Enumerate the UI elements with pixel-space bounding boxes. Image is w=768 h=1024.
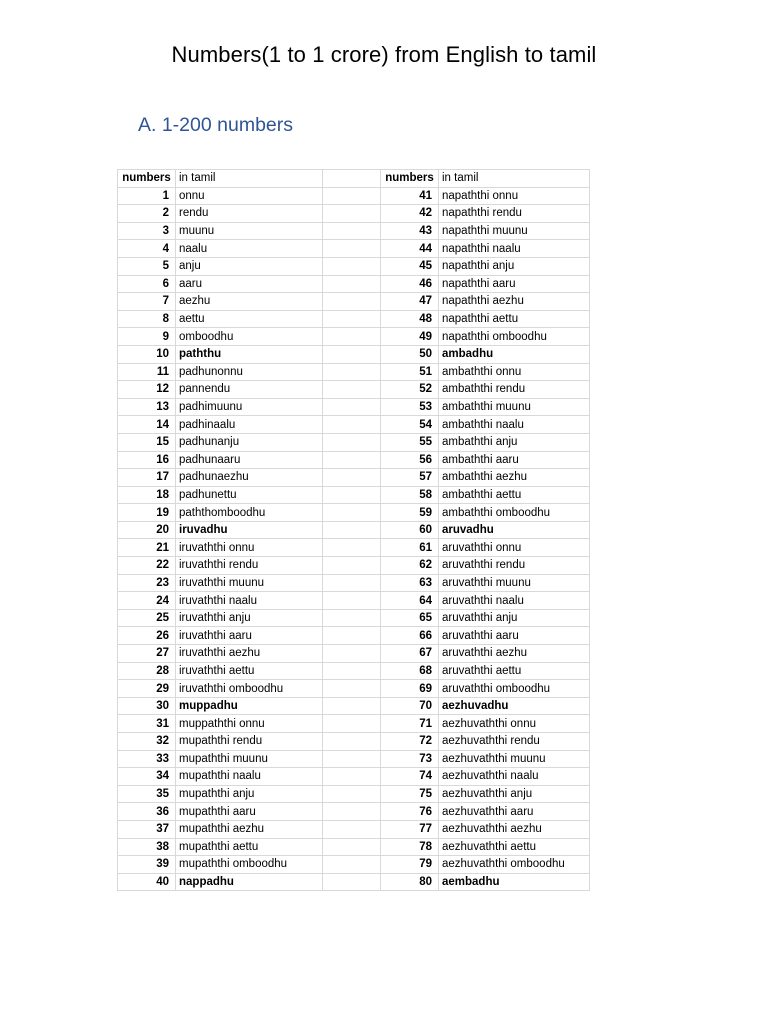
number-cell: 56 (381, 451, 439, 469)
tamil-word-cell: mupaththi anju (176, 785, 323, 803)
tamil-word-cell: napaththi rendu (439, 205, 590, 223)
tamil-word-cell: muppadhu (176, 697, 323, 715)
number-cell: 16 (118, 451, 176, 469)
column-spacer (323, 803, 381, 821)
number-cell: 24 (118, 592, 176, 610)
tamil-word-cell: ambaththi aezhu (439, 469, 590, 487)
table-row (118, 715, 590, 733)
number-cell: 11 (118, 363, 176, 381)
column-spacer (323, 539, 381, 557)
column-spacer (323, 381, 381, 399)
table-row (118, 768, 590, 786)
column-spacer (323, 820, 381, 838)
tamil-word-cell: napaththi muunu (439, 222, 590, 240)
tamil-word-cell: iruvaththi aezhu (176, 645, 323, 663)
number-cell: 75 (381, 785, 439, 803)
column-spacer (323, 504, 381, 522)
column-spacer (323, 733, 381, 751)
number-cell: 41 (381, 187, 439, 205)
tamil-word-cell: napaththi omboodhu (439, 328, 590, 346)
tamil-word-cell: aruvaththi onnu (439, 539, 590, 557)
tamil-word-cell: mupaththi naalu (176, 768, 323, 786)
column-spacer (323, 574, 381, 592)
number-cell: 42 (381, 205, 439, 223)
table-row (118, 504, 590, 522)
number-cell: 32 (118, 733, 176, 751)
tamil-word-cell: aruvaththi naalu (439, 592, 590, 610)
tamil-word-cell: iruvaththi rendu (176, 557, 323, 575)
tamil-word-cell: napaththi aettu (439, 310, 590, 328)
number-cell: 69 (381, 680, 439, 698)
table-row (118, 416, 590, 434)
tamil-word-cell: padhunonnu (176, 363, 323, 381)
column-spacer (323, 451, 381, 469)
table-row (118, 856, 590, 874)
tamil-word-cell: anju (176, 257, 323, 275)
number-cell: 57 (381, 469, 439, 487)
number-cell: 9 (118, 328, 176, 346)
number-cell: 10 (118, 345, 176, 363)
tamil-word-cell: iruvaththi aettu (176, 662, 323, 680)
number-cell: 36 (118, 803, 176, 821)
tamil-word-cell: iruvaththi muunu (176, 574, 323, 592)
tamil-word-cell: iruvaththi onnu (176, 539, 323, 557)
tamil-word-cell: napaththi aezhu (439, 293, 590, 311)
number-cell: 66 (381, 627, 439, 645)
number-cell: 21 (118, 539, 176, 557)
number-cell: 12 (118, 381, 176, 399)
tamil-word-cell: ambaththi onnu (439, 363, 590, 381)
tamil-word-cell: aezhuvaththi onnu (439, 715, 590, 733)
number-cell: 4 (118, 240, 176, 258)
column-spacer (323, 310, 381, 328)
column-spacer (323, 697, 381, 715)
table-row (118, 838, 590, 856)
tamil-word-cell: napaththi naalu (439, 240, 590, 258)
tamil-word-cell: aembadhu (439, 873, 590, 891)
table-row (118, 275, 590, 293)
number-cell: 65 (381, 609, 439, 627)
column-spacer (323, 293, 381, 311)
tamil-word-cell: padhunaezhu (176, 469, 323, 487)
table-row (118, 293, 590, 311)
number-cell: 7 (118, 293, 176, 311)
tamil-word-cell: aezhuvaththi muunu (439, 750, 590, 768)
tamil-word-cell: paththu (176, 345, 323, 363)
tamil-word-cell: aruvaththi aaru (439, 627, 590, 645)
table-row (118, 750, 590, 768)
column-spacer (323, 662, 381, 680)
column-spacer (323, 433, 381, 451)
number-cell: 28 (118, 662, 176, 680)
number-cell: 76 (381, 803, 439, 821)
number-cell: 48 (381, 310, 439, 328)
number-cell: 59 (381, 504, 439, 522)
tamil-word-cell: ambaththi aettu (439, 486, 590, 504)
header-numbers-right: numbers (381, 170, 439, 188)
column-spacer (323, 345, 381, 363)
table-row (118, 733, 590, 751)
tamil-word-cell: aruvaththi aezhu (439, 645, 590, 663)
table-row (118, 345, 590, 363)
number-cell: 35 (118, 785, 176, 803)
tamil-word-cell: aruvaththi muunu (439, 574, 590, 592)
table-row (118, 469, 590, 487)
column-spacer (323, 222, 381, 240)
number-cell: 46 (381, 275, 439, 293)
number-cell: 68 (381, 662, 439, 680)
header-in-tamil-left: in tamil (176, 170, 323, 188)
numbers-table-body (118, 170, 590, 891)
table-row (118, 240, 590, 258)
tamil-word-cell: naalu (176, 240, 323, 258)
tamil-word-cell: padhinaalu (176, 416, 323, 434)
number-cell: 73 (381, 750, 439, 768)
tamil-word-cell: pannendu (176, 381, 323, 399)
table-row (118, 803, 590, 821)
tamil-word-cell: rendu (176, 205, 323, 223)
number-cell: 5 (118, 257, 176, 275)
tamil-word-cell: ambaththi omboodhu (439, 504, 590, 522)
table-row (118, 697, 590, 715)
column-spacer (323, 240, 381, 258)
number-cell: 67 (381, 645, 439, 663)
tamil-word-cell: aezhuvaththi aettu (439, 838, 590, 856)
tamil-word-cell: aruvaththi omboodhu (439, 680, 590, 698)
table-row (118, 820, 590, 838)
tamil-word-cell: aezhu (176, 293, 323, 311)
document-title: Numbers(1 to 1 crore) from English to tamil (171, 42, 597, 67)
tamil-word-cell: nappadhu (176, 873, 323, 891)
table-row (118, 222, 590, 240)
number-cell: 13 (118, 398, 176, 416)
number-cell: 19 (118, 504, 176, 522)
tamil-word-cell: mupaththi aaru (176, 803, 323, 821)
number-cell: 72 (381, 733, 439, 751)
number-cell: 61 (381, 539, 439, 557)
column-spacer (323, 363, 381, 381)
number-cell: 29 (118, 680, 176, 698)
number-cell: 71 (381, 715, 439, 733)
table-row (118, 328, 590, 346)
tamil-word-cell: aruvaththi anju (439, 609, 590, 627)
number-cell: 31 (118, 715, 176, 733)
number-cell: 20 (118, 521, 176, 539)
table-row (118, 521, 590, 539)
table-row (118, 627, 590, 645)
tamil-word-cell: napaththi aaru (439, 275, 590, 293)
table-row (118, 662, 590, 680)
column-spacer (323, 592, 381, 610)
column-spacer (323, 557, 381, 575)
tamil-word-cell: aezhuvaththi rendu (439, 733, 590, 751)
number-cell: 54 (381, 416, 439, 434)
number-cell: 51 (381, 363, 439, 381)
number-cell: 60 (381, 521, 439, 539)
tamil-word-cell: iruvaththi aaru (176, 627, 323, 645)
number-cell: 26 (118, 627, 176, 645)
tamil-word-cell: mupaththi aezhu (176, 820, 323, 838)
tamil-word-cell: paththomboodhu (176, 504, 323, 522)
number-cell: 53 (381, 398, 439, 416)
tamil-word-cell: napaththi anju (439, 257, 590, 275)
number-cell: 34 (118, 768, 176, 786)
number-cell: 38 (118, 838, 176, 856)
number-cell: 77 (381, 820, 439, 838)
number-cell: 62 (381, 557, 439, 575)
number-cell: 30 (118, 697, 176, 715)
number-cell: 27 (118, 645, 176, 663)
number-cell: 49 (381, 328, 439, 346)
number-cell: 78 (381, 838, 439, 856)
tamil-word-cell: ambaththi muunu (439, 398, 590, 416)
tamil-word-cell: mupaththi rendu (176, 733, 323, 751)
number-cell: 15 (118, 433, 176, 451)
tamil-word-cell: iruvaththi anju (176, 609, 323, 627)
number-cell: 33 (118, 750, 176, 768)
tamil-word-cell: ambaththi naalu (439, 416, 590, 434)
column-spacer (323, 257, 381, 275)
tamil-word-cell: ambaththi rendu (439, 381, 590, 399)
column-spacer (323, 609, 381, 627)
header-in-tamil-right: in tamil (439, 170, 590, 188)
header-numbers-left: numbers (118, 170, 176, 188)
numbers-table (117, 169, 590, 891)
number-cell: 17 (118, 469, 176, 487)
number-cell: 18 (118, 486, 176, 504)
number-cell: 74 (381, 768, 439, 786)
tamil-word-cell: iruvadhu (176, 521, 323, 539)
column-spacer (323, 627, 381, 645)
table-row (118, 187, 590, 205)
number-cell: 25 (118, 609, 176, 627)
number-cell: 79 (381, 856, 439, 874)
column-spacer (323, 486, 381, 504)
column-spacer (323, 328, 381, 346)
table-row (118, 486, 590, 504)
number-cell: 44 (381, 240, 439, 258)
tamil-word-cell: aettu (176, 310, 323, 328)
tamil-word-cell: padhunanju (176, 433, 323, 451)
table-header-row (118, 170, 590, 188)
number-cell: 8 (118, 310, 176, 328)
table-row (118, 310, 590, 328)
column-spacer (323, 768, 381, 786)
tamil-word-cell: ambaththi aaru (439, 451, 590, 469)
column-spacer (323, 469, 381, 487)
number-cell: 47 (381, 293, 439, 311)
tamil-word-cell: padhimuunu (176, 398, 323, 416)
tamil-word-cell: aezhuvaththi aezhu (439, 820, 590, 838)
number-cell: 45 (381, 257, 439, 275)
tamil-word-cell: aruvaththi rendu (439, 557, 590, 575)
number-cell: 39 (118, 856, 176, 874)
number-cell: 22 (118, 557, 176, 575)
tamil-word-cell: iruvaththi omboodhu (176, 680, 323, 698)
table-row (118, 557, 590, 575)
column-spacer (323, 205, 381, 223)
tamil-word-cell: padhunaaru (176, 451, 323, 469)
number-cell: 40 (118, 873, 176, 891)
tamil-word-cell: iruvaththi naalu (176, 592, 323, 610)
tamil-word-cell: omboodhu (176, 328, 323, 346)
table-row (118, 645, 590, 663)
column-spacer (323, 645, 381, 663)
tamil-word-cell: muunu (176, 222, 323, 240)
column-spacer (323, 680, 381, 698)
tamil-word-cell: muppaththi onnu (176, 715, 323, 733)
table-row (118, 451, 590, 469)
number-cell: 23 (118, 574, 176, 592)
column-spacer (323, 715, 381, 733)
table-row (118, 381, 590, 399)
column-spacer (323, 275, 381, 293)
tamil-word-cell: aezhuvaththi aaru (439, 803, 590, 821)
column-spacer (323, 521, 381, 539)
number-cell: 52 (381, 381, 439, 399)
tamil-word-cell: mupaththi aettu (176, 838, 323, 856)
tamil-word-cell: napaththi onnu (439, 187, 590, 205)
table-row (118, 363, 590, 381)
column-spacer (323, 187, 381, 205)
column-spacer (323, 785, 381, 803)
table-row (118, 574, 590, 592)
number-cell: 2 (118, 205, 176, 223)
column-spacer (323, 398, 381, 416)
number-cell: 64 (381, 592, 439, 610)
column-spacer (323, 873, 381, 891)
table-row (118, 592, 590, 610)
table-row (118, 873, 590, 891)
table-row (118, 785, 590, 803)
table-row (118, 398, 590, 416)
tamil-word-cell: ambaththi anju (439, 433, 590, 451)
tamil-word-cell: aaru (176, 275, 323, 293)
table-row (118, 433, 590, 451)
table-row (118, 539, 590, 557)
number-cell: 58 (381, 486, 439, 504)
column-spacer (323, 838, 381, 856)
number-cell: 43 (381, 222, 439, 240)
tamil-word-cell: aezhuvadhu (439, 697, 590, 715)
number-cell: 55 (381, 433, 439, 451)
column-spacer (323, 856, 381, 874)
section-heading: A. 1-200 numbers (138, 114, 294, 136)
tamil-word-cell: ambadhu (439, 345, 590, 363)
tamil-word-cell: aezhuvaththi naalu (439, 768, 590, 786)
number-cell: 1 (118, 187, 176, 205)
number-cell: 63 (381, 574, 439, 592)
number-cell: 6 (118, 275, 176, 293)
tamil-word-cell: aezhuvaththi anju (439, 785, 590, 803)
number-cell: 50 (381, 345, 439, 363)
table-row (118, 205, 590, 223)
column-spacer (323, 416, 381, 434)
number-cell: 37 (118, 820, 176, 838)
tamil-word-cell: mupaththi muunu (176, 750, 323, 768)
number-cell: 70 (381, 697, 439, 715)
column-spacer (323, 750, 381, 768)
tamil-word-cell: aezhuvaththi omboodhu (439, 856, 590, 874)
number-cell: 80 (381, 873, 439, 891)
tamil-word-cell: padhunettu (176, 486, 323, 504)
tamil-word-cell: aruvadhu (439, 521, 590, 539)
number-cell: 14 (118, 416, 176, 434)
column-spacer (323, 170, 381, 188)
table-row (118, 257, 590, 275)
tamil-word-cell: aruvaththi aettu (439, 662, 590, 680)
tamil-word-cell: mupaththi omboodhu (176, 856, 323, 874)
tamil-word-cell: onnu (176, 187, 323, 205)
number-cell: 3 (118, 222, 176, 240)
table-row (118, 609, 590, 627)
table-row (118, 680, 590, 698)
